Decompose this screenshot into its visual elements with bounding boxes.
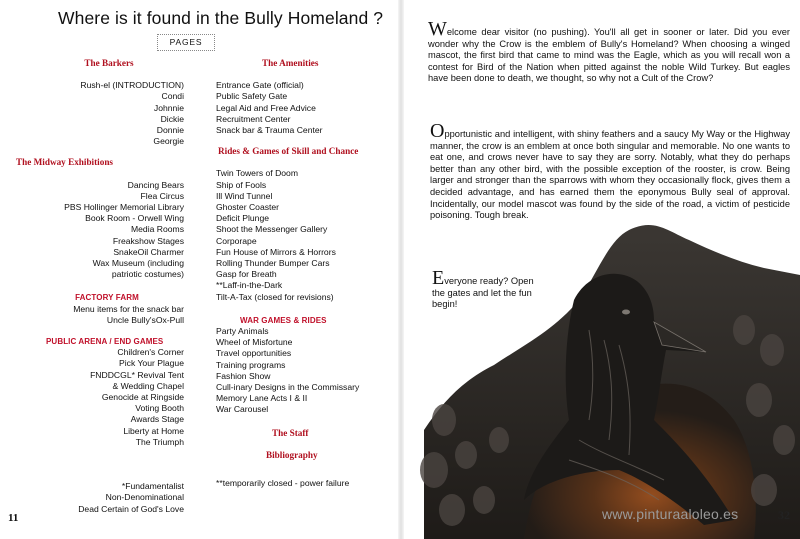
dropcap: E: [432, 267, 445, 289]
intro-paragraph: [428, 18, 790, 85]
list-item: Gasp for Breath: [216, 269, 277, 280]
list-item: Dickie: [160, 113, 184, 124]
section-heading-staff: The Staff: [272, 427, 309, 438]
list-item: Deficit Plunge: [216, 213, 270, 224]
list-item: Corporape: [216, 235, 257, 246]
list-item: Wheel of Misfortune: [216, 337, 293, 348]
list-item: Uncle Bully'sOx-Pull: [106, 314, 184, 325]
amenities-list: [216, 80, 391, 136]
list-item: Party Animals: [216, 326, 269, 337]
footnote-right: **temporarily closed - power failure: [216, 478, 350, 489]
list-item: Freakshow Stages: [112, 235, 184, 246]
list-item: Fun House of Mirrors & Horrors: [216, 246, 336, 257]
footnote-left: [14, 481, 184, 515]
list-item: Ill Wind Tunnel: [216, 190, 273, 201]
list-item: Genocide at Ringside: [101, 392, 184, 403]
dropcap: W: [428, 18, 447, 40]
paragraph-text: veryone ready? Open the gates and let the fun begin!: [432, 276, 534, 310]
list-item: The Triumph: [135, 436, 184, 447]
list-item: Media Rooms: [130, 224, 184, 235]
list-item: Book Room - Orwell Wing: [85, 213, 184, 224]
list-item: Voting Booth: [135, 403, 184, 414]
arena-list: [14, 347, 184, 448]
barkers-list: [14, 80, 184, 147]
section-heading-midway: The Midway Exhibitions: [16, 157, 114, 168]
footnote-line: Non-Denominational: [105, 492, 184, 503]
list-item: Twin Towers of Doom: [216, 168, 298, 179]
list-item: Flea Circus: [140, 190, 184, 201]
right-page: [404, 0, 800, 539]
list-item: Dancing Bears: [127, 179, 184, 190]
section-heading-bibliography: Bibliography: [266, 449, 318, 460]
list-item: Awards Stage: [130, 414, 184, 425]
list-item: & Wedding Chapel: [112, 380, 184, 391]
war-list: [216, 326, 391, 416]
crow-eye: [622, 310, 630, 315]
toc-right-column: [216, 58, 391, 489]
paragraph-text: pportunistic and intelligent, with shiny feathers and a saucy My Way or the Highway manner, the crow is an emblem at once both singular and memorable. No one wants to eat one, and crows never have to say they are sorry. Notably, what they do perhaps better than any other bird, with the possible exception of the rooster, is crow. Being larger and stronger than the sparrows with whom they occasionally flock, gives them a decided advantage, and has earned them the eponymous Bully seal of approval. Incidentally, our model mascot was found by the side of the road, a victim of pesticide poisoning. Tough break.: [430, 129, 790, 221]
watermark: www.pinturaaloleo.es: [602, 506, 739, 522]
list-item: Memory Lane Acts I & II: [216, 393, 308, 404]
list-item: Training programs: [216, 359, 286, 370]
list-item: Condi: [161, 91, 184, 102]
list-item: Snack bar & Trauma Center: [216, 125, 323, 136]
list-item: War Carousel: [216, 404, 269, 415]
list-item: Menu items for the snack bar: [73, 303, 184, 314]
list-item: Johnnie: [153, 102, 184, 113]
page-number-left: 11: [8, 512, 19, 524]
list-item: FNDDCGL* Revival Tent: [90, 369, 184, 380]
list-item: Liberty at Home: [123, 425, 184, 436]
closing-paragraph: [432, 267, 542, 311]
list-item: Children's Corner: [117, 347, 184, 358]
rides-list: [216, 168, 391, 302]
list-item: **Laff-in-the-Dark: [216, 280, 283, 291]
list-item: Legal Aid and Free Advice: [216, 102, 316, 113]
list-item: Fashion Show: [216, 370, 271, 381]
list-item: Rolling Thunder Bumper Cars: [216, 258, 330, 269]
list-item: patriotic costumes): [111, 269, 184, 280]
crow-paragraph: [430, 120, 790, 222]
list-item: Public Safety Gate: [216, 91, 288, 102]
list-item: SnakeOil Charmer: [113, 246, 184, 257]
page-number-right: 32: [778, 508, 790, 522]
section-heading-factory: FACTORY FARM: [75, 293, 139, 303]
paragraph-text: elcome dear visitor (no pushing). You'll all get in sooner or later. Did you ever wonder why the Crow is the emblem of Bully's Homeland? When choosing a winged mascot, the first bird that came to mind was the Eagle, which as you will recall won a contest for Bird of the Nation when pitted against the noble Wild Turkey. But eagles have been done to death, we thought, so why not a Cult of the Crow?: [428, 27, 790, 84]
section-heading-arena: PUBLIC ARENA / END GAMES: [46, 337, 164, 347]
section-heading-war: WAR GAMES & RIDES: [240, 315, 327, 325]
factory-list: [14, 304, 184, 326]
toc-left-column: [14, 58, 184, 515]
list-item: Wax Museum (including: [92, 258, 184, 269]
list-item: Entrance Gate (official): [216, 80, 304, 91]
list-item: Georgie: [153, 136, 184, 147]
list-item: Cull-inary Designs in the Commissary: [216, 382, 360, 393]
list-item: Ghoster Coaster: [216, 202, 280, 213]
section-heading-rides: Rides & Games of Skill and Chance: [218, 146, 359, 157]
footnote-line: Dead Certain of God's Love: [78, 503, 184, 514]
list-item: Rush-el (INTRODUCTION): [80, 80, 184, 91]
list-item: Tilt-A-Tax (closed for revisions): [216, 291, 334, 302]
page-title: Where is it found in the Bully Homeland ?: [58, 8, 384, 28]
section-heading-barkers: The Barkers: [84, 58, 134, 68]
list-item: Travel opportunities: [216, 348, 292, 359]
list-item: Ship of Fools: [216, 179, 267, 190]
list-item: Pick Your Plague: [119, 358, 184, 369]
list-item: PBS Hollinger Memorial Library: [64, 202, 184, 213]
list-item: Donnie: [156, 125, 184, 136]
section-heading-amenities: The Amenities: [262, 58, 319, 68]
footnote-line: *Fundamentalist: [121, 481, 184, 492]
midway-list: [14, 180, 184, 281]
pages-label: PAGES: [157, 34, 215, 51]
dropcap: O: [430, 120, 445, 142]
list-item: Recruitment Center: [216, 113, 291, 124]
list-item: Shoot the Messenger Gallery: [216, 224, 328, 235]
